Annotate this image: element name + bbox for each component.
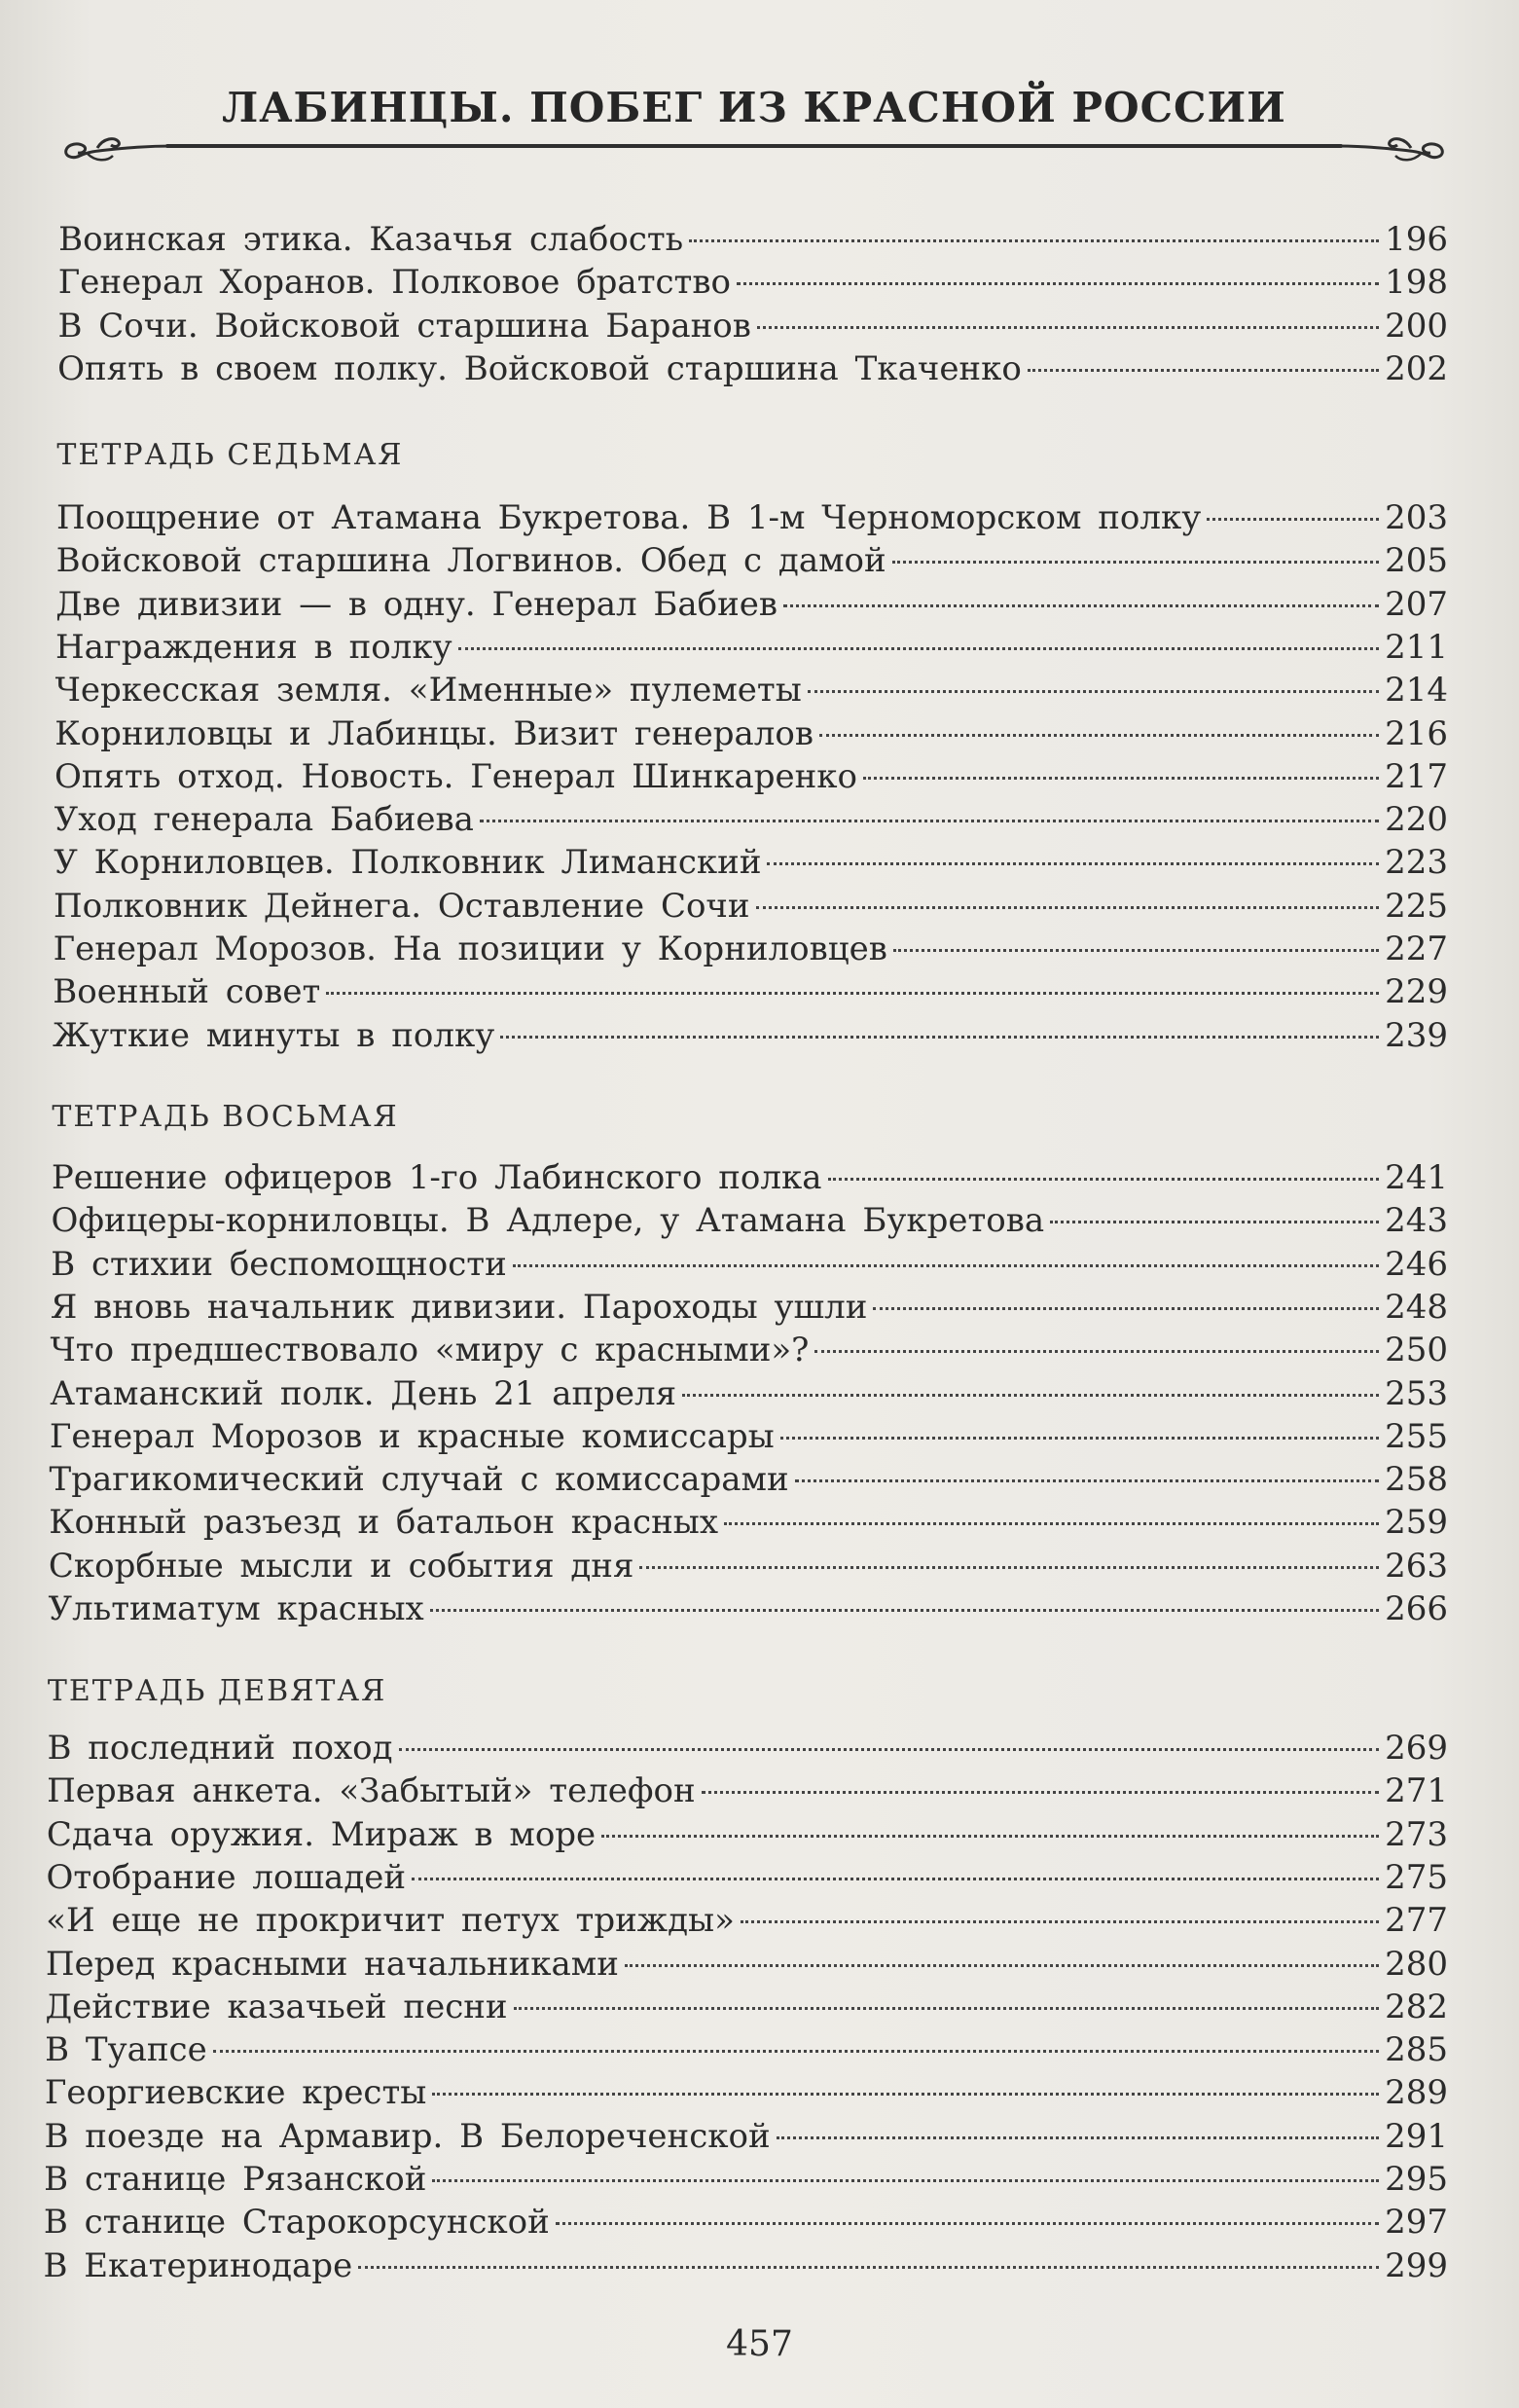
- toc-entry: [51, 1245, 1448, 1284]
- toc-entry-page: 239: [1385, 1015, 1448, 1055]
- toc-entry-title: Решение офицеров 1-го Лабинского полка: [51, 1158, 822, 1197]
- toc-entry-page: 241: [1385, 1158, 1448, 1197]
- toc-entry: [46, 1901, 1448, 1940]
- toc-entry: [47, 1729, 1448, 1768]
- toc-entry-title: Войсковой старшина Логвинов. Обед с дамой: [55, 541, 886, 581]
- running-head-title: ЛАБИНЦЫ. ПОБЕГ ИЗ КРАСНОЙ РОССИИ: [222, 84, 1286, 131]
- toc-entry-page: 225: [1385, 886, 1448, 926]
- toc-entry-title: Военный совет: [53, 972, 321, 1012]
- toc-entry-page: 248: [1385, 1287, 1448, 1327]
- dot-leader: [767, 862, 1379, 865]
- toc-entry: [51, 1331, 1448, 1369]
- dot-leader: [213, 2050, 1379, 2053]
- toc-entry-title: Награждения в полку: [54, 627, 452, 667]
- dot-leader: [556, 2222, 1379, 2225]
- toc-entry-title: Опять в своем полку. Войсковой старшина Ткаченко: [57, 348, 1022, 388]
- dot-leader: [689, 239, 1379, 242]
- toc-entry: [44, 2203, 1448, 2242]
- toc-entry: [43, 2246, 1448, 2285]
- toc-entry-title: Конный разъезд и батальон красных: [49, 1503, 719, 1543]
- toc-entry-title: Уход генерала Бабиева: [54, 800, 474, 840]
- toc-entry-title: Скорбные мысли и события дня: [48, 1546, 634, 1586]
- dot-leader: [741, 1920, 1379, 1923]
- toc-entry: [52, 1158, 1448, 1197]
- toc-entry: [54, 757, 1448, 796]
- toc-entry: [47, 1771, 1448, 1810]
- toc-entry-title: В Туапсе: [45, 2030, 207, 2070]
- dot-leader: [1028, 369, 1379, 372]
- dot-leader: [432, 2093, 1379, 2096]
- toc-entry-title: Опять отход. Новость. Генерал Шинкаренко: [54, 756, 858, 796]
- toc-entry: [51, 1288, 1448, 1327]
- toc-entry-title: Трагикомический случай с комиссарами: [49, 1460, 789, 1500]
- toc-entry-title: Две дивизии — в одну. Генерал Бабиев: [55, 584, 778, 624]
- page-number: 457: [726, 2324, 793, 2364]
- toc-entry: [49, 1589, 1448, 1628]
- toc-entry: [54, 843, 1448, 882]
- toc-entry: [50, 1460, 1448, 1499]
- dot-leader: [737, 282, 1379, 285]
- toc-entry-title: В станице Рязанской: [44, 2160, 427, 2199]
- toc-entry: [46, 1858, 1448, 1897]
- toc-entry-title: Действие казачьей песни: [45, 1987, 508, 2026]
- left-flourish-icon: [58, 127, 175, 165]
- toc-entry-page: 200: [1385, 306, 1448, 346]
- toc-entry: [46, 1945, 1448, 1984]
- dot-leader: [724, 1522, 1379, 1525]
- dot-leader: [808, 690, 1379, 693]
- toc-entry: [58, 220, 1448, 259]
- toc-entry-page: 282: [1385, 1987, 1448, 2026]
- toc-entry-title: Георгиевские кресты: [44, 2073, 427, 2113]
- toc-entry-page: 273: [1385, 1814, 1448, 1854]
- section-heading: ТЕТРАДЬ ВОСЬМАЯ: [52, 1100, 399, 1134]
- toc-entry-page: 229: [1385, 972, 1448, 1012]
- dot-leader: [863, 777, 1379, 780]
- dot-leader: [601, 1835, 1379, 1838]
- toc-entry-title: Жуткие минуты в полку: [52, 1015, 495, 1055]
- toc-entry-page: 220: [1385, 800, 1448, 840]
- toc-entry-page: 203: [1385, 498, 1448, 537]
- toc-entry-title: В Сочи. Войсковой старшина Баранов: [57, 306, 751, 346]
- dot-leader: [432, 2179, 1379, 2182]
- dot-leader: [893, 949, 1379, 952]
- dot-leader: [480, 820, 1379, 822]
- header-rule: [165, 144, 1343, 148]
- dot-leader: [326, 992, 1379, 995]
- dot-leader: [500, 1036, 1379, 1039]
- toc-entry-page: 243: [1385, 1201, 1448, 1241]
- toc-entry: [57, 307, 1448, 346]
- toc-entry-page: 299: [1385, 2245, 1448, 2285]
- dot-leader: [777, 2136, 1379, 2139]
- dot-leader: [757, 326, 1379, 329]
- toc-entry-page: 223: [1385, 843, 1448, 883]
- dot-leader: [873, 1307, 1379, 1310]
- toc-entry-title: В Екатеринодаре: [43, 2245, 353, 2285]
- toc-entry-page: 295: [1385, 2160, 1448, 2199]
- toc-entry-page: 253: [1385, 1373, 1448, 1413]
- toc-entry: [53, 972, 1448, 1011]
- toc-entry-page: 198: [1385, 263, 1448, 303]
- toc-entry-title: Полковник Дейнега. Оставление Сочи: [53, 886, 750, 926]
- toc-entry-page: 275: [1385, 1857, 1448, 1897]
- toc-entry-title: Генерал Морозов и красные комиссары: [49, 1416, 775, 1456]
- toc-entry: [50, 1374, 1448, 1413]
- toc-entry: [49, 1503, 1448, 1542]
- dot-leader: [783, 604, 1379, 607]
- toc-entry: [47, 1815, 1448, 1854]
- right-flourish-icon: [1333, 127, 1450, 165]
- toc-entry-page: 277: [1385, 1901, 1448, 1941]
- toc-entry: [56, 541, 1448, 580]
- toc-entry-title: Перед красными начальниками: [45, 1944, 619, 1984]
- toc-entry-title: «И еще не прокричит петух трижды»: [46, 1901, 735, 1941]
- toc-entry-page: 285: [1385, 2030, 1448, 2070]
- dot-leader: [814, 1350, 1379, 1353]
- toc-entry-title: Поощрение от Атамана Букретова. В 1-м Черноморском полку: [55, 498, 1202, 537]
- toc-entry-title: Я вновь начальник дивизии. Пароходы ушли: [50, 1287, 868, 1327]
- running-header: [58, 78, 1450, 165]
- dot-leader: [412, 1878, 1379, 1880]
- toc-entry-title: Генерал Морозов. На позиции у Корниловцев: [53, 930, 887, 968]
- toc-entry-title: Черкесская земля. «Именные» пулеметы: [54, 671, 802, 711]
- toc-entry-page: 216: [1385, 713, 1448, 753]
- section-heading: ТЕТРАДЬ СЕДЬМАЯ: [56, 438, 404, 472]
- toc-entry-page: 205: [1385, 541, 1448, 581]
- toc-entry: [49, 1547, 1448, 1586]
- toc-entry-title: Корниловцы и Лабинцы. Визит генералов: [54, 713, 814, 753]
- toc-entry-page: 291: [1385, 2116, 1448, 2156]
- toc-entry: [52, 1201, 1448, 1240]
- toc-entry-title: Сдача оружия. Мираж в море: [46, 1814, 597, 1854]
- dot-leader: [514, 2007, 1380, 2010]
- toc-entry-page: 250: [1385, 1331, 1448, 1370]
- toc-entry: [57, 349, 1448, 388]
- dot-leader: [682, 1394, 1379, 1397]
- toc-entry-page: 271: [1385, 1771, 1448, 1811]
- toc-entry: [56, 498, 1448, 537]
- toc-entry-title: В стихии беспомощности: [51, 1244, 507, 1284]
- toc-entry-page: 214: [1385, 671, 1448, 711]
- dot-leader: [819, 734, 1379, 737]
- toc-entry: [54, 714, 1448, 753]
- toc-entry-page: 255: [1385, 1416, 1448, 1456]
- toc-entry-title: В станице Старокорсунской: [43, 2203, 550, 2243]
- toc-entry: [58, 263, 1448, 302]
- dot-leader: [828, 1178, 1380, 1181]
- toc-entry-page: 266: [1385, 1589, 1448, 1628]
- toc-entry-page: 259: [1385, 1503, 1448, 1543]
- toc-entry-page: 246: [1385, 1244, 1448, 1284]
- toc-entry-title: Атаманский полк. День 21 апреля: [50, 1373, 677, 1413]
- dot-leader: [430, 1609, 1379, 1612]
- toc-entry-title: Генерал Хоранов. Полковое братство: [57, 263, 731, 303]
- toc-entry-page: 196: [1385, 220, 1448, 259]
- toc-entry: [44, 2117, 1448, 2156]
- toc-entry-page: 263: [1385, 1546, 1448, 1586]
- toc-entry-title: В последний поход: [47, 1729, 393, 1768]
- toc-entry: [54, 800, 1448, 839]
- toc-entry-page: 227: [1385, 930, 1448, 968]
- toc-entry-page: 280: [1385, 1944, 1448, 1984]
- dot-leader: [702, 1791, 1379, 1794]
- toc-entry-title: Отобрание лошадей: [46, 1857, 407, 1897]
- dot-leader: [1207, 518, 1379, 521]
- toc-entry-page: 297: [1385, 2203, 1448, 2243]
- dot-leader: [399, 1748, 1379, 1751]
- toc-entry-title: Первая анкета. «Забытый» телефон: [47, 1771, 696, 1811]
- section-heading: ТЕТРАДЬ ДЕВЯТАЯ: [47, 1674, 387, 1708]
- toc-entry-title: Офицеры-корниловцы. В Адлере, у Атамана Букретова: [51, 1201, 1045, 1241]
- toc-entry-page: 289: [1385, 2073, 1448, 2113]
- toc-entry: [55, 628, 1448, 667]
- toc-entry-page: 269: [1385, 1729, 1448, 1768]
- toc-entry: [50, 1417, 1448, 1456]
- toc-entry: [44, 2160, 1448, 2199]
- toc-entry: [45, 2073, 1448, 2112]
- toc-entry-page: 217: [1385, 756, 1448, 796]
- dot-leader: [639, 1566, 1379, 1569]
- toc-entry: [54, 930, 1448, 968]
- dot-leader: [358, 2266, 1379, 2269]
- toc-entry-title: В поезде на Армавир. В Белореченской: [44, 2116, 771, 2156]
- toc-entry: [54, 887, 1448, 926]
- toc-entry: [45, 2030, 1448, 2069]
- toc-entry-page: 211: [1385, 627, 1448, 667]
- dot-leader: [780, 1437, 1379, 1440]
- dot-leader: [513, 1264, 1379, 1267]
- toc-entry-title: У Корниловцев. Полковник Лиманский: [54, 843, 762, 883]
- toc-entry-title: Ультиматум красных: [48, 1589, 424, 1628]
- toc-entry: [53, 1016, 1448, 1055]
- dot-leader: [1050, 1221, 1379, 1223]
- toc-entry-page: 207: [1385, 584, 1448, 624]
- dot-leader: [458, 647, 1380, 650]
- toc-entry-page: 258: [1385, 1460, 1448, 1500]
- toc-entry: [55, 671, 1448, 710]
- toc-entry-title: Что предшествовало «миру с красными»?: [50, 1331, 810, 1370]
- dot-leader: [892, 561, 1379, 564]
- dot-leader: [795, 1479, 1379, 1482]
- toc-entry: [45, 1988, 1448, 2026]
- toc-entry-title: Воинская этика. Казачья слабость: [58, 220, 684, 259]
- dot-leader: [625, 1964, 1379, 1967]
- dot-leader: [756, 906, 1380, 909]
- toc-entry-page: 202: [1385, 348, 1448, 388]
- toc-entry: [55, 585, 1448, 624]
